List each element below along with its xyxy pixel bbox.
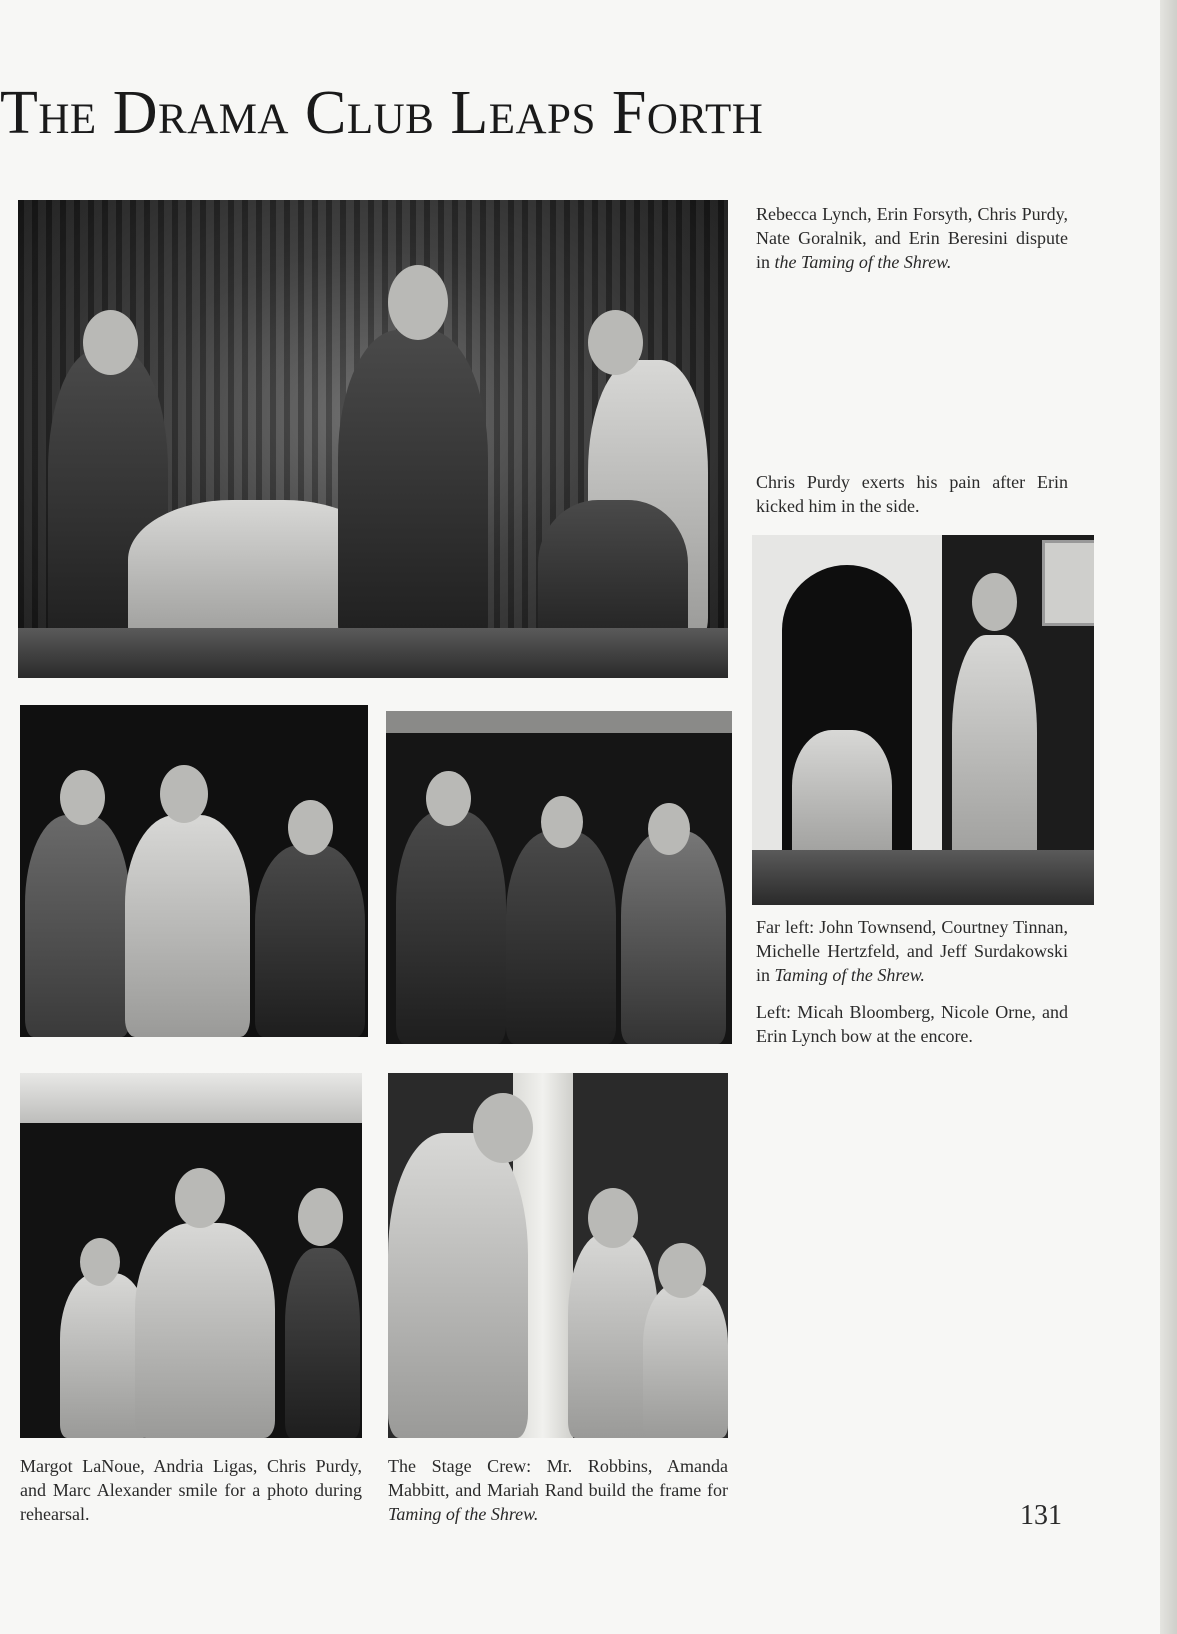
actor-head: [972, 573, 1017, 631]
crew-head: [658, 1243, 706, 1298]
caption-far-left: [756, 915, 1068, 987]
actor-head: [60, 770, 105, 825]
caption-left: [756, 1000, 1068, 1048]
actor-head: [541, 796, 583, 848]
actor-figure: [125, 815, 250, 1037]
actor-head: [83, 310, 138, 375]
caption-text: The Stage Crew: Mr. Robbins, Amanda Mabbitt, and Mariah Rand build the frame for: [388, 1456, 728, 1500]
photo-encore-bow: [386, 711, 732, 1044]
actor-figure: [621, 831, 726, 1044]
crew-figure: [643, 1283, 728, 1438]
actor-head: [298, 1188, 343, 1246]
page-edge: [1160, 0, 1177, 1634]
ceiling-edge: [386, 711, 732, 733]
actor-figure: [285, 1248, 360, 1438]
portrait-frame: [1042, 540, 1094, 626]
actor-head: [160, 765, 208, 823]
page-number: 131: [1020, 1500, 1062, 1531]
caption-rehearsal: [20, 1454, 362, 1526]
caption-text: Left: Micah Bloomberg, Nicole Orne, and Erin Lynch bow at the encore.: [756, 1002, 1068, 1046]
caption-play-title: Taming of the Shrew.: [388, 1504, 539, 1524]
caption-text: Margot LaNoue, Andria Ligas, Chris Purdy, and Marc Alexander smile for a photo during rehearsal.: [20, 1456, 362, 1524]
actor-figure: [25, 815, 130, 1037]
stage-edge: [18, 628, 728, 678]
photo-stage-crew: [388, 1073, 728, 1438]
caption-stage-crew: [388, 1454, 728, 1526]
actor-figure: [792, 730, 892, 870]
ceiling-panel: [20, 1073, 362, 1123]
actor-head: [588, 310, 643, 375]
stage-floor: [752, 850, 1094, 905]
caption-text: Rebecca Lynch, Erin Forsyth, Chris Purdy, Nate Goralnik, and Erin Beresini dispute in: [756, 204, 1068, 272]
caption-play-title: the Taming of the Shrew.: [774, 252, 952, 272]
actor-figure: [338, 330, 488, 650]
crew-figure: [388, 1133, 528, 1438]
actor-figure: [952, 635, 1037, 880]
actor-head: [648, 803, 690, 855]
actor-figure: [255, 845, 365, 1037]
actor-head: [388, 265, 448, 340]
caption-text: Far left: John Townsend, Courtney Tinnan, Michelle Hertzfeld, and Jeff Surdakowski in: [756, 917, 1068, 985]
photo-rehearsal: [20, 1073, 362, 1438]
caption-play-title: Taming of the Shrew.: [774, 965, 925, 985]
actor-head: [175, 1168, 225, 1228]
caption-text: Chris Purdy exerts his pain after Erin kicked him in the side.: [756, 472, 1068, 516]
actor-head: [80, 1238, 120, 1286]
actor-figure: [396, 811, 506, 1044]
photo-arch-scene: [752, 535, 1094, 905]
caption-taming-dispute: [756, 202, 1068, 274]
photo-four-actors: [20, 705, 368, 1037]
actor-figure: [506, 831, 616, 1044]
actor-figure: [135, 1223, 275, 1438]
crew-head: [473, 1093, 533, 1163]
photo-taming-dispute: [18, 200, 728, 678]
actor-head: [288, 800, 333, 855]
crew-head: [588, 1188, 638, 1248]
caption-chris-pain: [756, 470, 1068, 518]
page-title: The Drama Club Leaps Forth: [0, 79, 764, 147]
actor-head: [426, 771, 471, 826]
